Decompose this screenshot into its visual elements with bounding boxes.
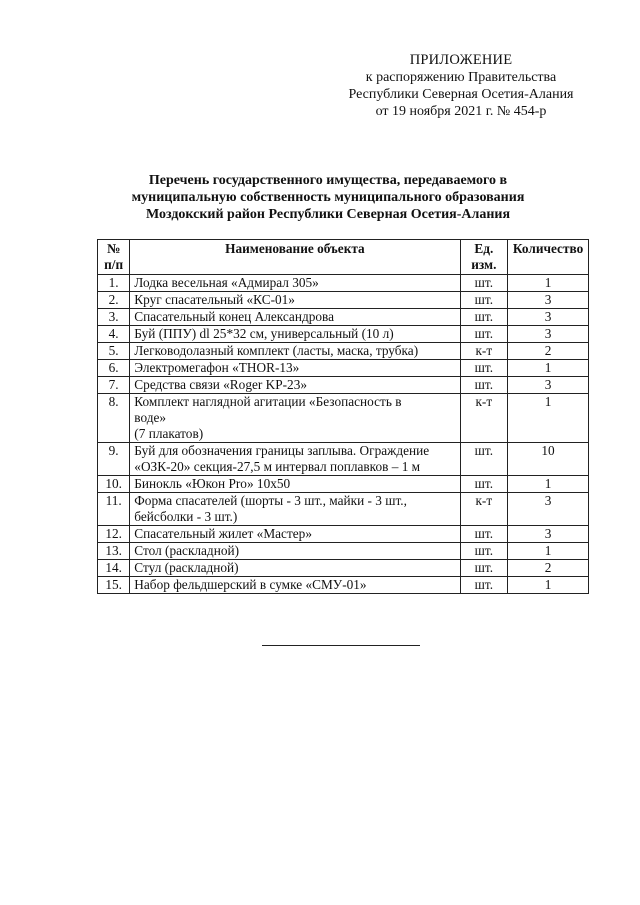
table-row [98, 577, 589, 594]
row-number: 10. [98, 476, 130, 493]
row-name-line: Бинокль «Юкон Pro» 10х50 [134, 476, 291, 491]
table-row [98, 275, 589, 292]
row-number: 13. [98, 543, 130, 560]
row-number: 6. [98, 360, 130, 377]
row-name [130, 292, 460, 309]
row-number: 14. [98, 560, 130, 577]
row-name [130, 543, 460, 560]
row-unit: к-т [460, 343, 508, 360]
table-row [98, 343, 589, 360]
header-number-line-1: № [106, 241, 121, 256]
row-unit: к-т [460, 493, 508, 526]
title-line-2: муниципальную собственность муниципального образования [131, 190, 525, 205]
row-quantity: 1 [508, 360, 589, 377]
row-quantity: 2 [508, 560, 589, 577]
row-name-line: Форма спасателей (шорты - 3 шт., майки - 3 шт., [134, 493, 407, 508]
row-name-line: Буй для обозначения границы заплыва. Ограждение [134, 443, 430, 458]
row-name [130, 275, 460, 292]
row-quantity: 3 [508, 309, 589, 326]
row-name-line: Спасательный жилет «Мастер» [134, 526, 312, 541]
row-unit: шт. [460, 377, 508, 394]
appendix-line-1: к распоряжению Правительства [365, 70, 557, 85]
row-quantity: 2 [508, 343, 589, 360]
property-table [97, 239, 589, 594]
table-row [98, 443, 589, 476]
table-row [98, 326, 589, 343]
table-row [98, 377, 589, 394]
header-number [98, 240, 130, 275]
row-name-line: бейсболки - 3 шт.) [134, 509, 238, 524]
row-name [130, 377, 460, 394]
row-number: 2. [98, 292, 130, 309]
appendix-line-3: от 19 ноября 2021 г. № 454-р [375, 104, 547, 119]
row-name [130, 360, 460, 377]
row-name [130, 443, 460, 476]
row-unit: шт. [460, 360, 508, 377]
header-quantity: Количество [508, 240, 589, 275]
row-name-line: воде» [134, 410, 167, 425]
row-unit: шт. [460, 292, 508, 309]
row-name [130, 476, 460, 493]
row-name [130, 577, 460, 594]
header-name: Наименование объекта [130, 240, 460, 275]
row-quantity: 3 [508, 493, 589, 526]
row-quantity: 3 [508, 292, 589, 309]
row-name-line: Стол (раскладной) [134, 543, 240, 558]
row-name [130, 526, 460, 543]
row-quantity: 1 [508, 275, 589, 292]
appendix-line-2: Республики Северная Осетия-Алания [348, 87, 574, 102]
row-name-line: Спасательный конец Александрова [134, 309, 335, 324]
row-name-line: Электромегафон «THOR-13» [134, 360, 300, 375]
row-name-line: Круг спасательный «КС-01» [134, 292, 295, 307]
row-unit: шт. [460, 543, 508, 560]
header-unit-line-1: Ед. [474, 241, 494, 256]
row-quantity: 3 [508, 377, 589, 394]
row-name-line: Лодка весельная «Адмирал 305» [134, 275, 319, 290]
row-name-line: (7 плакатов) [134, 426, 204, 441]
row-number: 9. [98, 443, 130, 476]
row-name [130, 326, 460, 343]
row-unit: шт. [460, 443, 508, 476]
row-unit: шт. [460, 577, 508, 594]
table-body [98, 275, 589, 594]
row-quantity: 10 [508, 443, 589, 476]
row-name-line: «ОЗК-20» секция-27,5 м интервал поплавков – 1 м [134, 459, 421, 474]
row-name [130, 394, 460, 443]
row-quantity: 1 [508, 577, 589, 594]
row-unit: шт. [460, 560, 508, 577]
table-row [98, 493, 589, 526]
row-unit: шт. [460, 309, 508, 326]
row-unit: к-т [460, 394, 508, 443]
header-unit-line-2: изм. [471, 257, 497, 272]
row-number: 11. [98, 493, 130, 526]
row-number: 15. [98, 577, 130, 594]
row-name [130, 560, 460, 577]
header-number-line-2: п/п [104, 257, 124, 272]
closing-rule [262, 645, 420, 646]
row-name-line: Набор фельдшерский в сумке «СМУ-01» [134, 577, 367, 592]
row-name-line: Комплект наглядной агитации «Безопасность в [134, 394, 402, 409]
row-name-line: Стул (раскладной) [134, 560, 239, 575]
table-row [98, 560, 589, 577]
row-unit: шт. [460, 275, 508, 292]
table-row [98, 476, 589, 493]
row-unit: шт. [460, 476, 508, 493]
appendix-block [330, 52, 592, 120]
row-name [130, 493, 460, 526]
row-quantity: 3 [508, 526, 589, 543]
row-quantity: 1 [508, 394, 589, 443]
title-line-1: Перечень государственного имущества, передаваемого в [148, 173, 508, 188]
row-quantity: 1 [508, 476, 589, 493]
row-unit: шт. [460, 326, 508, 343]
header-unit [460, 240, 508, 275]
row-number: 12. [98, 526, 130, 543]
document-title [70, 172, 586, 223]
table-row [98, 394, 589, 443]
row-number: 1. [98, 275, 130, 292]
table-header-row [98, 240, 589, 275]
table-row [98, 309, 589, 326]
row-number: 3. [98, 309, 130, 326]
row-number: 8. [98, 394, 130, 443]
appendix-label: ПРИЛОЖЕНИЕ [409, 52, 513, 68]
table-row [98, 526, 589, 543]
table-row [98, 543, 589, 560]
row-name [130, 343, 460, 360]
row-quantity: 3 [508, 326, 589, 343]
row-number: 7. [98, 377, 130, 394]
table-row [98, 292, 589, 309]
row-number: 4. [98, 326, 130, 343]
table-row [98, 360, 589, 377]
row-quantity: 1 [508, 543, 589, 560]
row-name-line: Средства связи «Roger KP-23» [134, 377, 308, 392]
title-line-3: Моздокский район Республики Северная Осетия-Алания [145, 207, 511, 222]
row-name [130, 309, 460, 326]
row-unit: шт. [460, 526, 508, 543]
row-number: 5. [98, 343, 130, 360]
row-name-line: Буй (ППУ) dl 25*32 см, универсальный (10 л) [134, 326, 394, 341]
row-name-line: Легководолазный комплект (ласты, маска, трубка) [134, 343, 419, 358]
